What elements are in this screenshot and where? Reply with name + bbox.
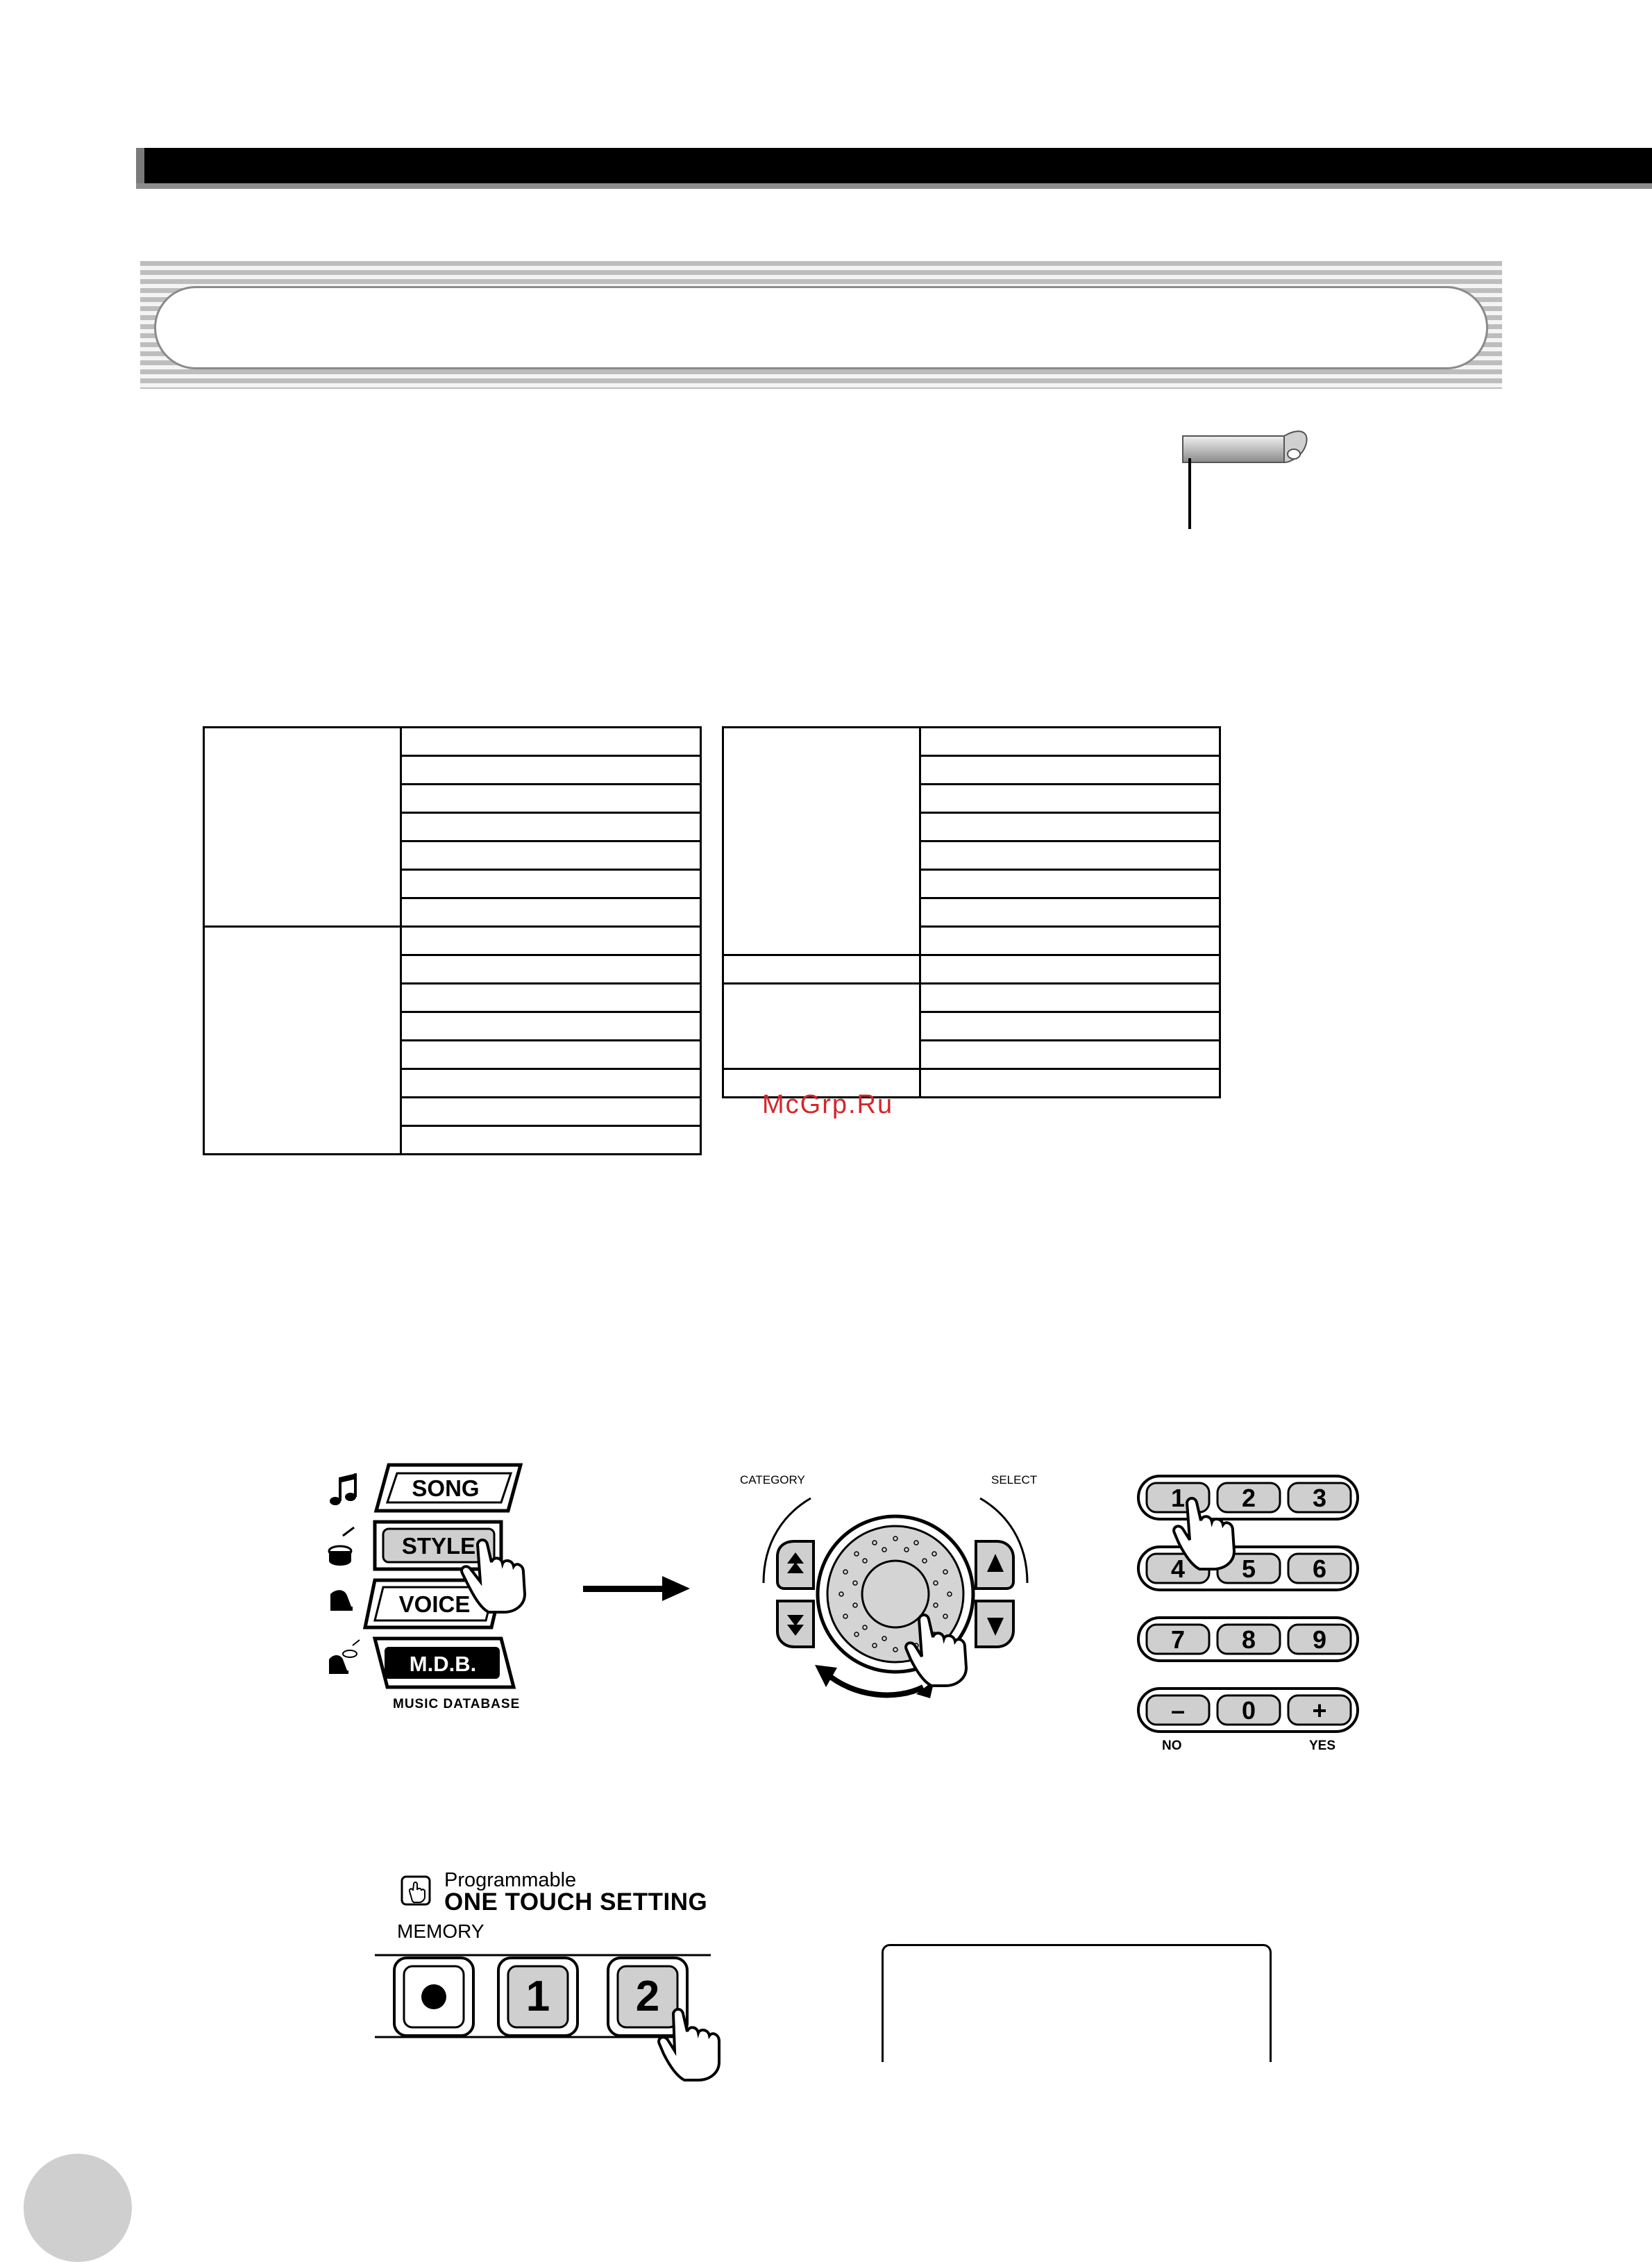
table-cell: [920, 841, 1220, 870]
table-cell: [401, 1126, 701, 1155]
ots-memory-label: MEMORY: [397, 1920, 484, 1942]
header-bar-underline: [136, 183, 1652, 189]
svg-text:+: +: [1312, 1696, 1327, 1725]
table-row: [723, 955, 1220, 984]
style-button-label: STYLE: [401, 1533, 476, 1559]
section-title-frame: [154, 286, 1488, 369]
table-cell: [401, 927, 701, 955]
table-cell: [401, 756, 701, 785]
category-table-left: [203, 726, 702, 1155]
key-6[interactable]: [1288, 1554, 1351, 1583]
ots-button-1[interactable]: [498, 1958, 578, 2036]
no-label: NO: [1162, 1739, 1182, 1753]
table-cell: [401, 813, 701, 841]
svg-text:1: 1: [1170, 1484, 1186, 1512]
table-cell: [920, 1041, 1220, 1069]
table-cell: [920, 927, 1220, 955]
table-cell: [401, 870, 701, 898]
piano-icon: [330, 1590, 353, 1611]
table-cell: [920, 898, 1220, 927]
svg-text:–: –: [1170, 1696, 1186, 1725]
voice-button-label: VOICE: [398, 1591, 471, 1617]
svg-text:2: 2: [635, 1972, 660, 2020]
table-cell: [401, 955, 701, 984]
svg-text:3: 3: [1312, 1484, 1327, 1512]
page-number-badge: [24, 2154, 132, 2262]
svg-text:1: 1: [525, 1972, 550, 2020]
table-cell: [920, 728, 1220, 756]
table-cell: [920, 785, 1220, 813]
key-7[interactable]: [1147, 1625, 1209, 1654]
select-label: SELECT: [991, 1473, 1038, 1486]
note-flag-icon: [1180, 425, 1319, 467]
table-cell-group: [723, 984, 920, 1069]
table-cell: [401, 1098, 701, 1126]
table-cell: [920, 870, 1220, 898]
song-button[interactable]: [376, 1465, 521, 1511]
key-2[interactable]: [1217, 1483, 1280, 1512]
select-down-button[interactable]: [976, 1601, 1013, 1647]
svg-text:2: 2: [1241, 1484, 1256, 1512]
drum-icon: [329, 1527, 354, 1566]
svg-text:0: 0: [1241, 1696, 1256, 1725]
header-bar-shadow: [136, 148, 144, 188]
category-table-right: [722, 726, 1221, 1098]
select-up-button[interactable]: [976, 1541, 1013, 1589]
table-cell: [401, 785, 701, 813]
svg-text:8: 8: [1241, 1625, 1256, 1654]
mdb-button-label: M.D.B.: [409, 1652, 477, 1676]
svg-text:7: 7: [1170, 1625, 1186, 1654]
key-1[interactable]: [1147, 1483, 1209, 1512]
yes-label: YES: [1309, 1739, 1336, 1753]
svg-text:6: 6: [1312, 1555, 1327, 1583]
key-minus[interactable]: [1147, 1695, 1209, 1725]
table-cell: [920, 984, 1220, 1012]
music-note-icon: [330, 1473, 357, 1505]
table-cell: [401, 984, 701, 1012]
category-up-button[interactable]: [777, 1541, 814, 1589]
right-arrow-icon: [582, 1573, 693, 1604]
header-bar: [136, 148, 1652, 188]
lcd-display: [882, 1944, 1272, 2062]
svg-text:4: 4: [1170, 1555, 1186, 1583]
table-row: [723, 984, 1220, 1012]
table-cell: [920, 1069, 1220, 1098]
piano-drum-icon: [329, 1640, 360, 1674]
key-3[interactable]: [1288, 1483, 1351, 1512]
key-8[interactable]: [1217, 1625, 1280, 1654]
svg-text:9: 9: [1312, 1625, 1327, 1654]
table-cell: [401, 728, 701, 756]
table-cell: [920, 756, 1220, 785]
table-cell-group: [204, 728, 401, 927]
table-cell: [401, 898, 701, 927]
ots-buttons-illustration: [375, 1944, 722, 2090]
one-touch-setting-icon: [400, 1875, 435, 1909]
mode-buttons-illustration: [319, 1458, 548, 1715]
table-cell: [401, 841, 701, 870]
table-cell: [920, 813, 1220, 841]
watermark: McGrp.Ru: [762, 1090, 894, 1119]
table-row: [204, 927, 701, 955]
table-cell: [920, 955, 1220, 984]
category-label: CATEGORY: [740, 1473, 805, 1486]
number-keypad-illustration: [1131, 1471, 1360, 1734]
table-row: [204, 728, 701, 756]
ots-title: ONE TOUCH SETTING: [444, 1888, 708, 1916]
mdb-caption: MUSIC DATABASE: [393, 1697, 521, 1711]
table-cell: [920, 1012, 1220, 1041]
table-cell-group: [723, 728, 920, 955]
svg-text:5: 5: [1241, 1555, 1256, 1583]
ots-programmable-label: Programmable: [444, 1869, 577, 1891]
data-dial-illustration: [743, 1486, 1048, 1722]
memory-button[interactable]: [394, 1958, 473, 2036]
table-cell-group: [204, 927, 401, 1155]
table-cell: [401, 1012, 701, 1041]
song-button-label: SONG: [412, 1475, 480, 1501]
key-plus[interactable]: [1288, 1695, 1351, 1725]
table-cell: [401, 1041, 701, 1069]
key-9[interactable]: [1288, 1625, 1351, 1654]
key-0[interactable]: [1217, 1695, 1280, 1725]
table-row: [723, 728, 1220, 756]
table-cell: [401, 1069, 701, 1098]
note-flag-stem: [1188, 458, 1191, 529]
category-down-button[interactable]: [777, 1601, 814, 1647]
table-cell-group: [723, 955, 920, 984]
mdb-button[interactable]: [375, 1639, 514, 1687]
